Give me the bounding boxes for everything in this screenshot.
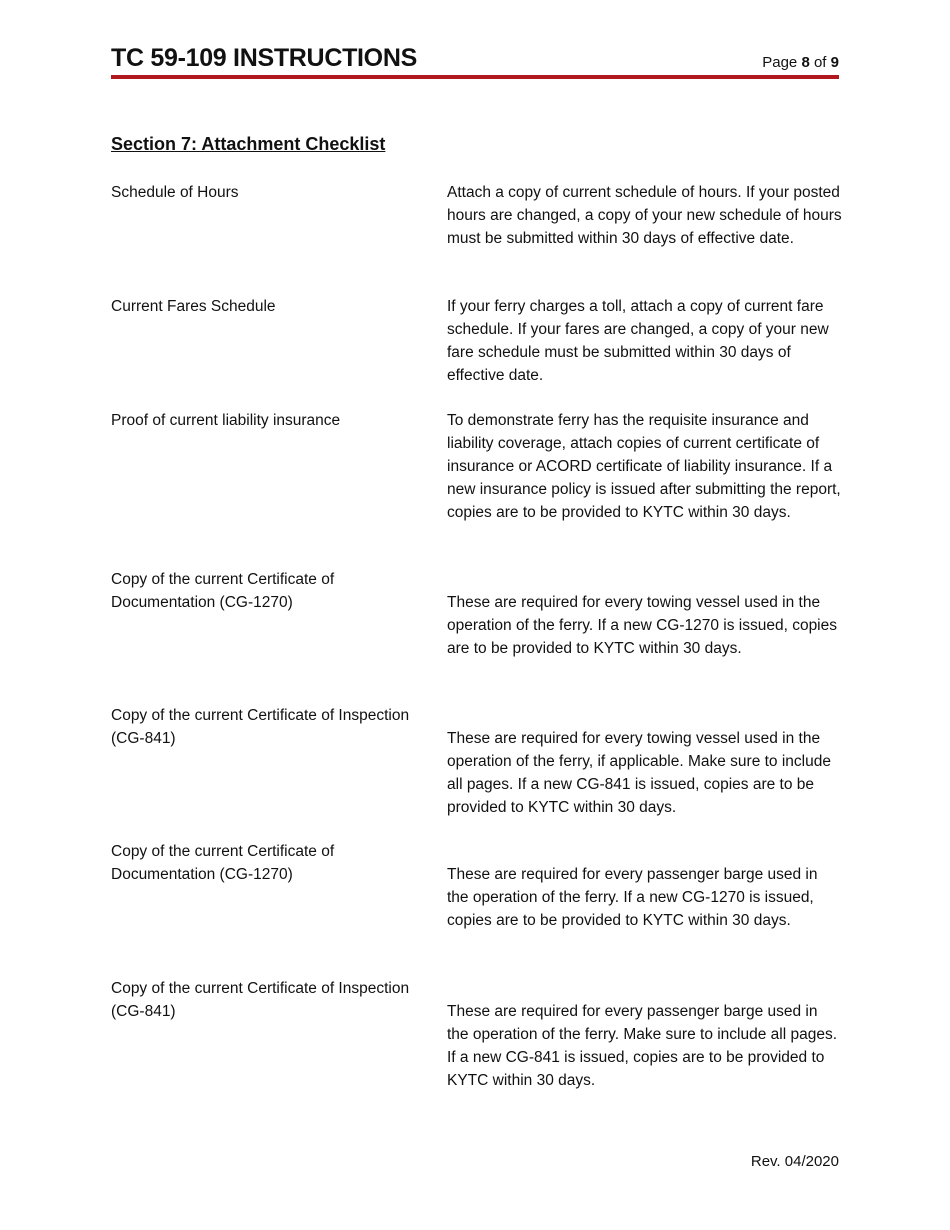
item-label: Copy of the current Certificate of Documentation (CG-1270)	[111, 843, 335, 883]
item-description: These are required for every towing vessel used in the operation of the ferry. If a new CG-1270 is issued, copies are to be provided to KYTC within 30 days.	[447, 594, 837, 657]
item-description: Attach a copy of current schedule of hours. If your posted hours are changed, a copy of your new schedule of hours must be submitted within 30 days of effective date.	[447, 184, 842, 247]
item-label: Copy of the current Certificate of Inspection (CG-841)	[111, 980, 410, 1020]
item-description: If your ferry charges a toll, attach a copy of current fare schedule. If your fares are changed, a copy of your new fare schedule must be submitted within 30 days of effective date.	[447, 298, 829, 384]
item-description: These are required for every towing vessel used in the operation of the ferry, if applicable. Make sure to include all pages. If a new CG-841 is issued, copies are to be provided to KYTC within 30 days.	[447, 730, 831, 816]
item-label: Copy of the current Certificate of Documentation (CG-1270)	[111, 571, 335, 611]
item-description: These are required for every passenger barge used in the operation of the ferry. If a new CG-1270 is issued, copies are to be provided to KYTC within 30 days.	[447, 866, 818, 929]
page-prefix: Page	[762, 54, 798, 71]
page-total: 9	[830, 54, 839, 71]
page-of: of	[813, 54, 827, 71]
item-label: Proof of current liability insurance	[111, 412, 341, 429]
item-label: Schedule of Hours	[111, 184, 239, 201]
item-label: Copy of the current Certificate of Inspection (CG-841)	[111, 707, 410, 747]
item-description: To demonstrate ferry has the requisite insurance and liability coverage, attach copies of current certificate of insurance or ACORD certificate of liability insurance. If a new insurance policy is issued after submitting the report, copies are to be provided to KYTC within 30 days.	[447, 412, 841, 521]
revision-date: Rev. 04/2020	[750, 1153, 839, 1170]
document-title: TC 59-109 INSTRUCTIONS	[111, 44, 417, 72]
item-label: Current Fares Schedule	[111, 298, 276, 315]
page-current: 8	[801, 54, 810, 71]
header-divider	[111, 75, 839, 79]
page-header	[111, 44, 839, 80]
section-title: Section 7: Attachment Checklist	[111, 134, 386, 154]
page-number	[762, 54, 839, 71]
item-description: These are required for every passenger barge used in the operation of the ferry. Make sure to include all pages. If a new CG-841 is issued, copies are to be provided to KYTC within 30 days.	[447, 1003, 838, 1089]
